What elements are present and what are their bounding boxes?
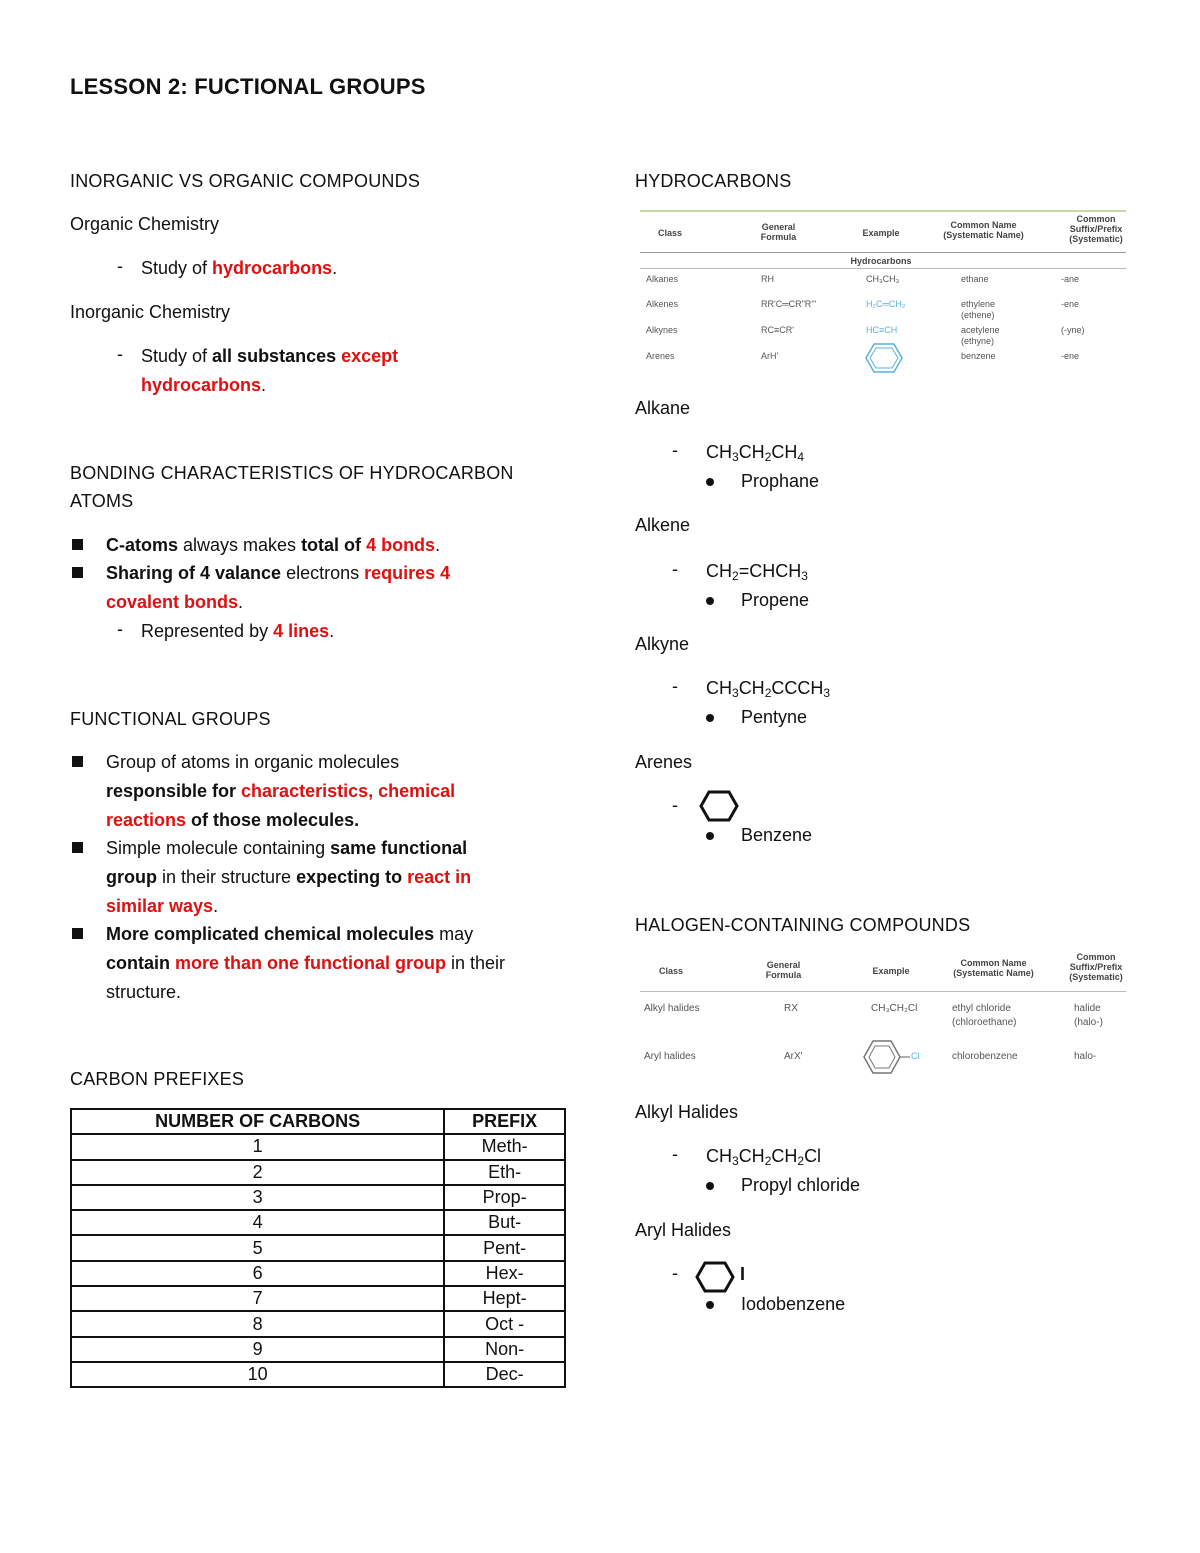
alkene-label: Alkene <box>635 515 691 535</box>
dash-bullet: - <box>672 559 678 579</box>
table-cell: RC≡CR' <box>761 325 794 335</box>
table-cell: Alkenes <box>646 299 679 309</box>
table-cell: -ene <box>1061 351 1080 361</box>
prefix-cell: But- <box>444 1210 565 1235</box>
carbon-count-cell: 9 <box>71 1337 444 1362</box>
dash-bullet: - <box>117 344 123 364</box>
table-header-row <box>71 1109 565 1134</box>
table-cell: chlorobenzene <box>952 1051 1018 1062</box>
dash-bullet: - <box>672 1263 678 1283</box>
table-cell: Alkanes <box>646 274 679 284</box>
table-cell: ethylene (ethene) <box>961 299 996 320</box>
carbon-count-cell: 4 <box>71 1210 444 1235</box>
section-heading-halogen: HALOGEN-CONTAINING COMPOUNDS <box>635 915 971 935</box>
table-cell: benzene <box>961 351 996 361</box>
aryl-halide-name: Iodobenzene <box>741 1294 846 1314</box>
chlorine-label: Cl <box>911 1051 920 1061</box>
carbon-count-cell: 7 <box>71 1286 444 1311</box>
organic-chemistry-label: Organic Chemistry <box>70 214 220 234</box>
table-cell: ArX' <box>784 1051 803 1062</box>
round-bullet-icon <box>706 1182 714 1190</box>
table-row <box>71 1261 565 1286</box>
table-cell: H₂C═CH₂ <box>866 299 906 309</box>
table-rule <box>640 252 1126 253</box>
alkane-name: Prophane <box>741 471 820 491</box>
iodine-label: I <box>740 1264 746 1284</box>
square-bullet-icon <box>72 842 83 853</box>
prefix-cell: Hex- <box>444 1261 565 1286</box>
table-row <box>71 1286 565 1311</box>
table-row <box>71 1185 565 1210</box>
alkyne-name: Pentyne <box>741 707 808 727</box>
table-cell: Aryl halides <box>644 1051 696 1062</box>
alkyl-halide-formula: $CH_3CH_2CH_2Cl$ <box>706 1146 822 1168</box>
table-cell: ArH' <box>761 351 779 361</box>
col-header: Example <box>862 228 900 238</box>
carbon-count-cell: 2 <box>71 1160 444 1185</box>
alkyl-halides-label: Alkyl Halides <box>635 1102 739 1122</box>
table-row <box>71 1210 565 1235</box>
prefix-cell: Oct - <box>444 1311 565 1336</box>
square-bullet-icon <box>72 539 83 550</box>
table-cell: Alkyl halides <box>644 1003 700 1014</box>
fg-bullet-3-line1: More complicated chemical molecules may <box>106 924 474 944</box>
section-heading-carbon-prefixes: CARBON PREFIXES <box>70 1069 245 1089</box>
table-cell: halide (halo-) <box>1074 1003 1103 1028</box>
carbon-count-cell: 10 <box>71 1362 444 1387</box>
hexagon-icon <box>694 1260 740 1294</box>
table-rule <box>640 991 1126 992</box>
table-cell: halo- <box>1074 1051 1097 1062</box>
prefix-cell: Dec- <box>444 1362 565 1387</box>
col-header: Class <box>657 228 683 238</box>
alkyne-label: Alkyne <box>635 634 690 654</box>
col-header: Example <box>872 966 910 976</box>
table-row <box>71 1362 565 1387</box>
prefix-cell: Non- <box>444 1337 565 1362</box>
aryl-halides-label: Aryl Halides <box>635 1220 732 1240</box>
bonding-bullet-1: C-atoms always makes total of 4 bonds. <box>106 535 441 555</box>
table-cell: Alkynes <box>646 325 678 335</box>
prefix-cell: Hept- <box>444 1286 565 1311</box>
table-row <box>71 1337 565 1362</box>
carbon-count-cell: 6 <box>71 1261 444 1286</box>
carbon-count-cell: 5 <box>71 1235 444 1260</box>
table-cell: CH₃CH₂Cl <box>871 1003 918 1014</box>
round-bullet-icon <box>706 832 714 840</box>
alkyl-halide-name: Propyl chloride <box>741 1175 861 1195</box>
table-cell: HC≡CH <box>866 325 898 335</box>
round-bullet-icon <box>706 1301 714 1309</box>
arenes-label: Arenes <box>635 752 693 772</box>
col-header: Common Name (Systematic Name) <box>943 220 1024 240</box>
round-bullet-icon <box>706 597 714 605</box>
inorganic-definition-line2: hydrocarbons. <box>141 375 267 395</box>
bonding-subitem: Represented by 4 lines. <box>141 621 335 641</box>
column-header-number: NUMBER OF CARBONS <box>71 1109 444 1134</box>
alkane-label: Alkane <box>635 398 691 418</box>
section-heading-hydrocarbons: HYDROCARBONS <box>635 171 792 191</box>
alkane-formula: $CH_3CH_2CH_4$ <box>706 442 805 464</box>
col-header: General Formula <box>765 960 802 980</box>
carbon-count-cell: 1 <box>71 1134 444 1159</box>
col-header: Class <box>658 966 684 976</box>
fg-bullet-2-line3: similar ways. <box>106 896 219 916</box>
page-title: LESSON 2: FUCTIONAL GROUPS <box>70 74 426 99</box>
bonding-bullet-2-line1: Sharing of 4 valance electrons requires 4 <box>106 563 451 583</box>
table-cell: ethyl chloride (chloroethane) <box>952 1003 1017 1028</box>
table-cell: RR'C═CR"R'" <box>761 299 817 309</box>
fg-bullet-3-line2: contain more than one functional group in their <box>106 953 506 973</box>
table-row <box>71 1160 565 1185</box>
col-header: General Formula <box>760 222 797 242</box>
section-heading-functional-groups: FUNCTIONAL GROUPS <box>70 709 271 729</box>
square-bullet-icon <box>72 928 83 939</box>
fg-bullet-2-line2: group in their structure expecting to react in <box>106 867 472 887</box>
section-heading-inorganic-vs-organic: INORGANIC VS ORGANIC COMPOUNDS <box>70 171 421 191</box>
table-cell: -ene <box>1061 299 1080 309</box>
hexagon-icon <box>698 789 740 823</box>
carbon-count-cell: 3 <box>71 1185 444 1210</box>
dash-bullet: - <box>672 1144 678 1164</box>
fg-bullet-1-line2: responsible for characteristics, chemical <box>106 781 456 801</box>
fg-bullet-2-line1: Simple molecule containing same functional <box>106 838 468 858</box>
square-bullet-icon <box>72 567 83 578</box>
table-cell: RX <box>784 1003 798 1014</box>
table-row <box>71 1235 565 1260</box>
table-cell: -ane <box>1061 274 1080 284</box>
alkene-name: Propene <box>741 590 810 610</box>
table-top-rule <box>640 210 1126 212</box>
table-cell: (-yne) <box>1061 325 1085 335</box>
table-row <box>71 1311 565 1336</box>
organic-definition: Study of hydrocarbons. <box>141 258 338 278</box>
benzene-ring-icon <box>864 342 904 374</box>
alkene-formula: $CH_2=CHCH_3$ <box>706 561 808 583</box>
dash-bullet: - <box>672 440 678 460</box>
dash-bullet: - <box>672 795 678 815</box>
table-cell: Arenes <box>646 351 675 361</box>
dash-bullet: - <box>672 676 678 696</box>
round-bullet-icon <box>706 478 714 486</box>
carbon-prefix-table <box>70 1108 566 1388</box>
dash-bullet: - <box>117 256 123 276</box>
section-heading-bonding-line1: BONDING CHARACTERISTICS OF HYDROCARBON <box>70 463 514 483</box>
bonding-bullet-2-line2: covalent bonds. <box>106 592 244 612</box>
table-row <box>71 1134 565 1159</box>
table-cell: CH₃CH₃ <box>866 274 900 284</box>
arenes-name: Benzene <box>741 825 813 845</box>
inorganic-definition-line1: Study of all substances except <box>141 346 399 366</box>
inorganic-chemistry-label: Inorganic Chemistry <box>70 302 231 322</box>
prefix-cell: Prop- <box>444 1185 565 1210</box>
square-bullet-icon <box>72 756 83 767</box>
prefix-cell: Eth- <box>444 1160 565 1185</box>
table-cell: ethane <box>961 274 989 284</box>
fg-bullet-3-line3: structure. <box>106 982 182 1002</box>
fg-bullet-1-line3: reactions of those molecules. <box>106 810 360 830</box>
table-cell: RH <box>761 274 774 284</box>
column-header-prefix: PREFIX <box>444 1109 565 1134</box>
round-bullet-icon <box>706 714 714 722</box>
col-header: Common Suffix/Prefix (Systematic) <box>1069 214 1123 244</box>
col-header: Common Name (Systematic Name) <box>953 958 1034 978</box>
table-rule <box>640 268 1126 269</box>
alkyne-formula: $CH_3CH_2CCCH_3$ <box>706 678 831 700</box>
fg-bullet-1-line1: Group of atoms in organic molecules <box>106 752 400 772</box>
prefix-cell: Meth- <box>444 1134 565 1159</box>
halogen-reference-table <box>636 950 1128 1080</box>
table-subheader: Hydrocarbons <box>850 256 912 266</box>
table-cell: acetylene (ethyne) <box>961 325 1000 346</box>
dash-bullet: - <box>117 619 123 639</box>
carbon-count-cell: 8 <box>71 1311 444 1336</box>
section-heading-bonding-line2: ATOMS <box>70 491 134 511</box>
col-header: Common Suffix/Prefix (Systematic) <box>1069 952 1123 982</box>
hydrocarbons-reference-table <box>636 208 1128 376</box>
prefix-cell: Pent- <box>444 1235 565 1260</box>
